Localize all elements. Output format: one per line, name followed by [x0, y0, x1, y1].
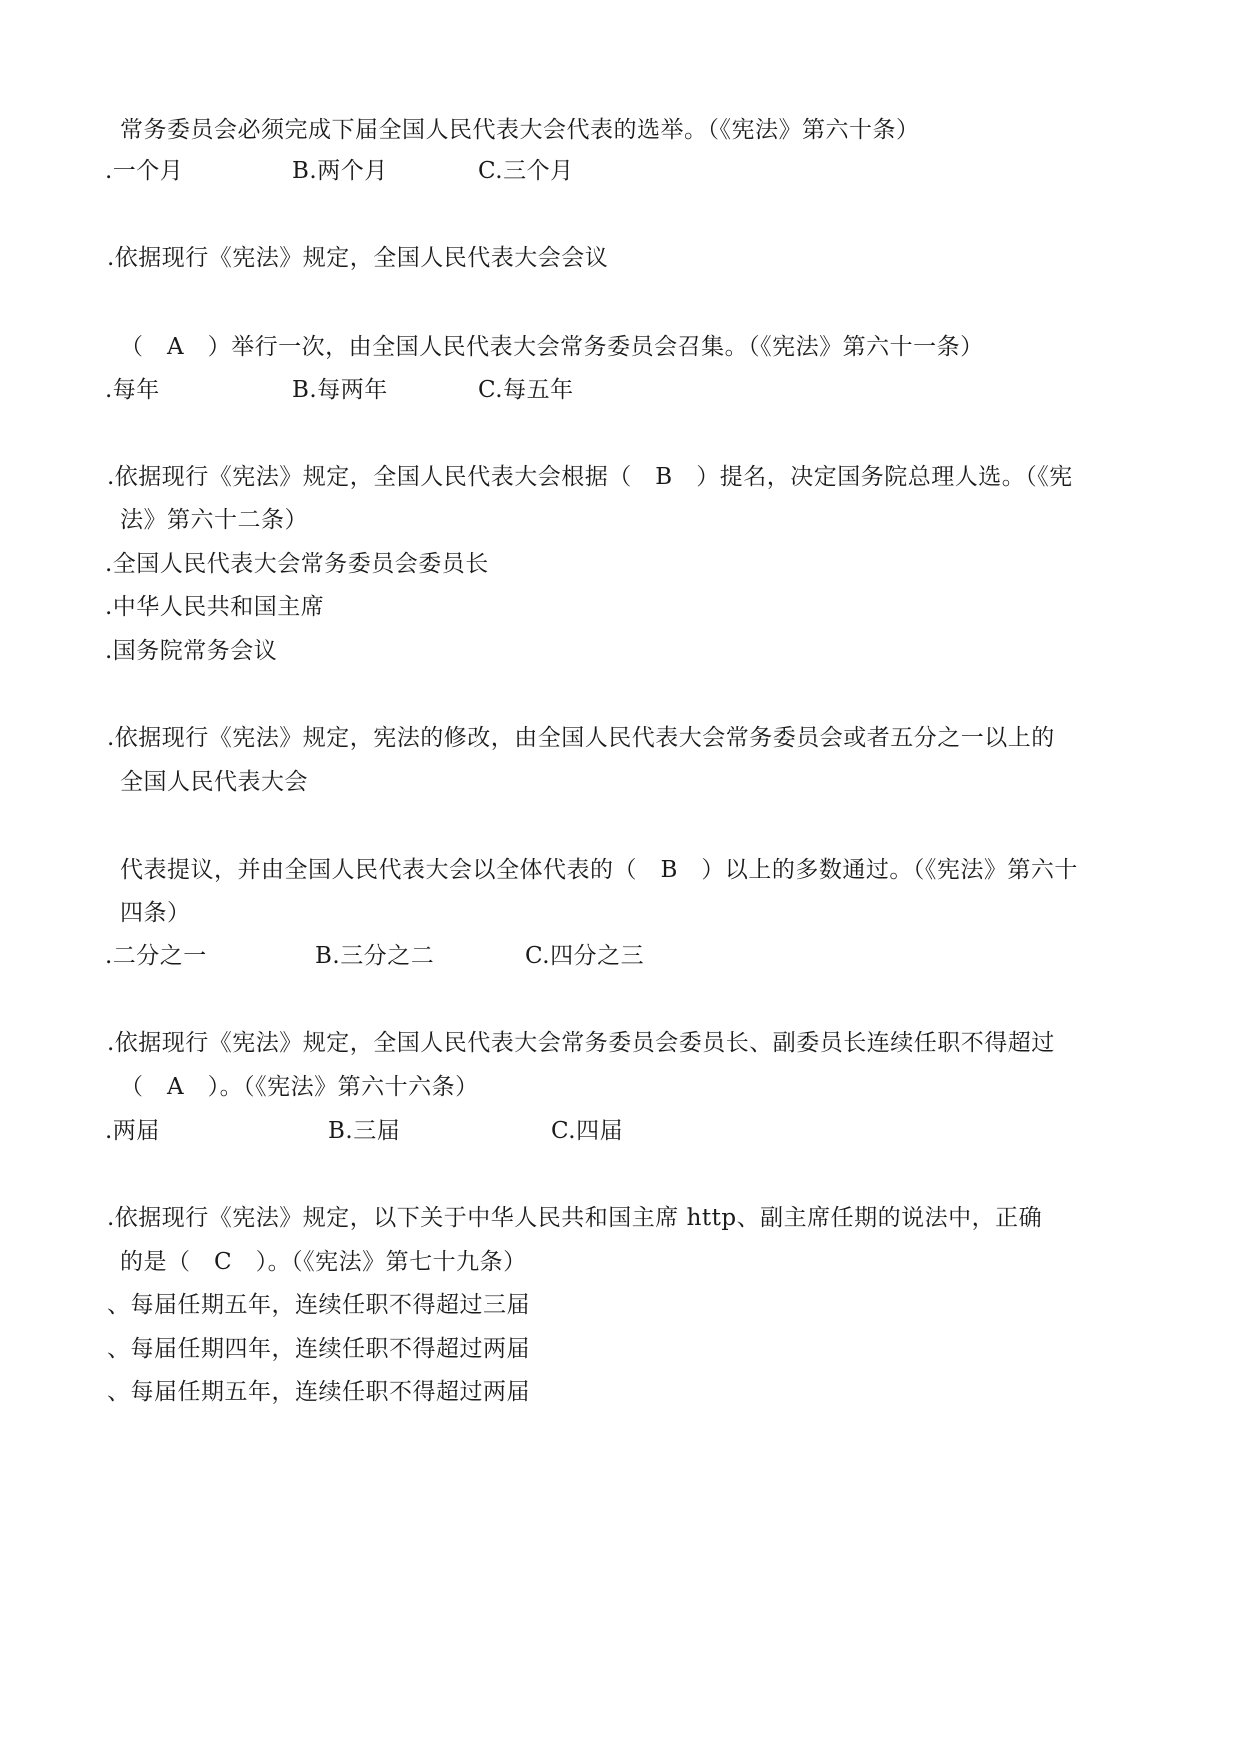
question-line: 全国人民代表大会 [120, 769, 308, 795]
option-c: C.每五年 [478, 377, 574, 403]
question-line: 法》第六十二条） [120, 507, 308, 533]
option-a: 、每届任期五年，连续任职不得超过三届 [107, 1292, 530, 1318]
option-a: .每年 [105, 377, 160, 403]
question-line: .依据现行《宪法》规定，全国人民代表大会常务委员会委员长、副委员长连续任职不得超过 [107, 1030, 1055, 1056]
option-c: .国务院常务会议 [105, 638, 278, 664]
option-a: .全国人民代表大会常务委员会委员长 [105, 551, 489, 577]
question-line: 的是（ C ）。（《宪法》第七十九条） [120, 1249, 527, 1275]
question-line: 四条） [120, 900, 191, 926]
question-line: 代表提议，并由全国人民代表大会以全体代表的（ B ）以上的多数通过。（《宪法》第六十 [120, 857, 1078, 883]
question-line: .依据现行《宪法》规定，全国人民代表大会根据（ B ）提名，决定国务院总理人选。（《宪 [107, 464, 1073, 490]
option-a: .一个月 [105, 158, 184, 184]
option-c: 、每届任期五年，连续任职不得超过两届 [107, 1379, 530, 1405]
option-b: B.两个月 [292, 158, 388, 184]
question-line: （ A ）举行一次，由全国人民代表大会常务委员会召集。（《宪法》第六十一条） [120, 334, 984, 360]
option-b: B.三届 [328, 1118, 401, 1144]
question-line: .依据现行《宪法》规定，以下关于中华人民共和国主席 http、副主席任期的说法中，正确 [107, 1205, 1043, 1231]
option-c: C.四分之三 [525, 943, 645, 969]
option-a: .两届 [105, 1118, 160, 1144]
option-c: C.三个月 [478, 158, 574, 184]
option-b: 、每届任期四年，连续任职不得超过两届 [107, 1336, 530, 1362]
option-b: B.每两年 [292, 377, 388, 403]
option-b: .中华人民共和国主席 [105, 594, 325, 620]
question-line: .依据现行《宪法》规定，全国人民代表大会会议 [107, 245, 609, 271]
question-line: .依据现行《宪法》规定，宪法的修改，由全国人民代表大会常务委员会或者五分之一以上的 [107, 725, 1055, 751]
question-line: 常务委员会必须完成下届全国人民代表大会代表的选举。（《宪法》第六十条） [120, 117, 920, 143]
option-a: .二分之一 [105, 943, 207, 969]
option-c: C.四届 [551, 1118, 624, 1144]
option-b: B.三分之二 [315, 943, 435, 969]
question-line: （ A ）。（《宪法》第六十六条） [120, 1074, 479, 1100]
